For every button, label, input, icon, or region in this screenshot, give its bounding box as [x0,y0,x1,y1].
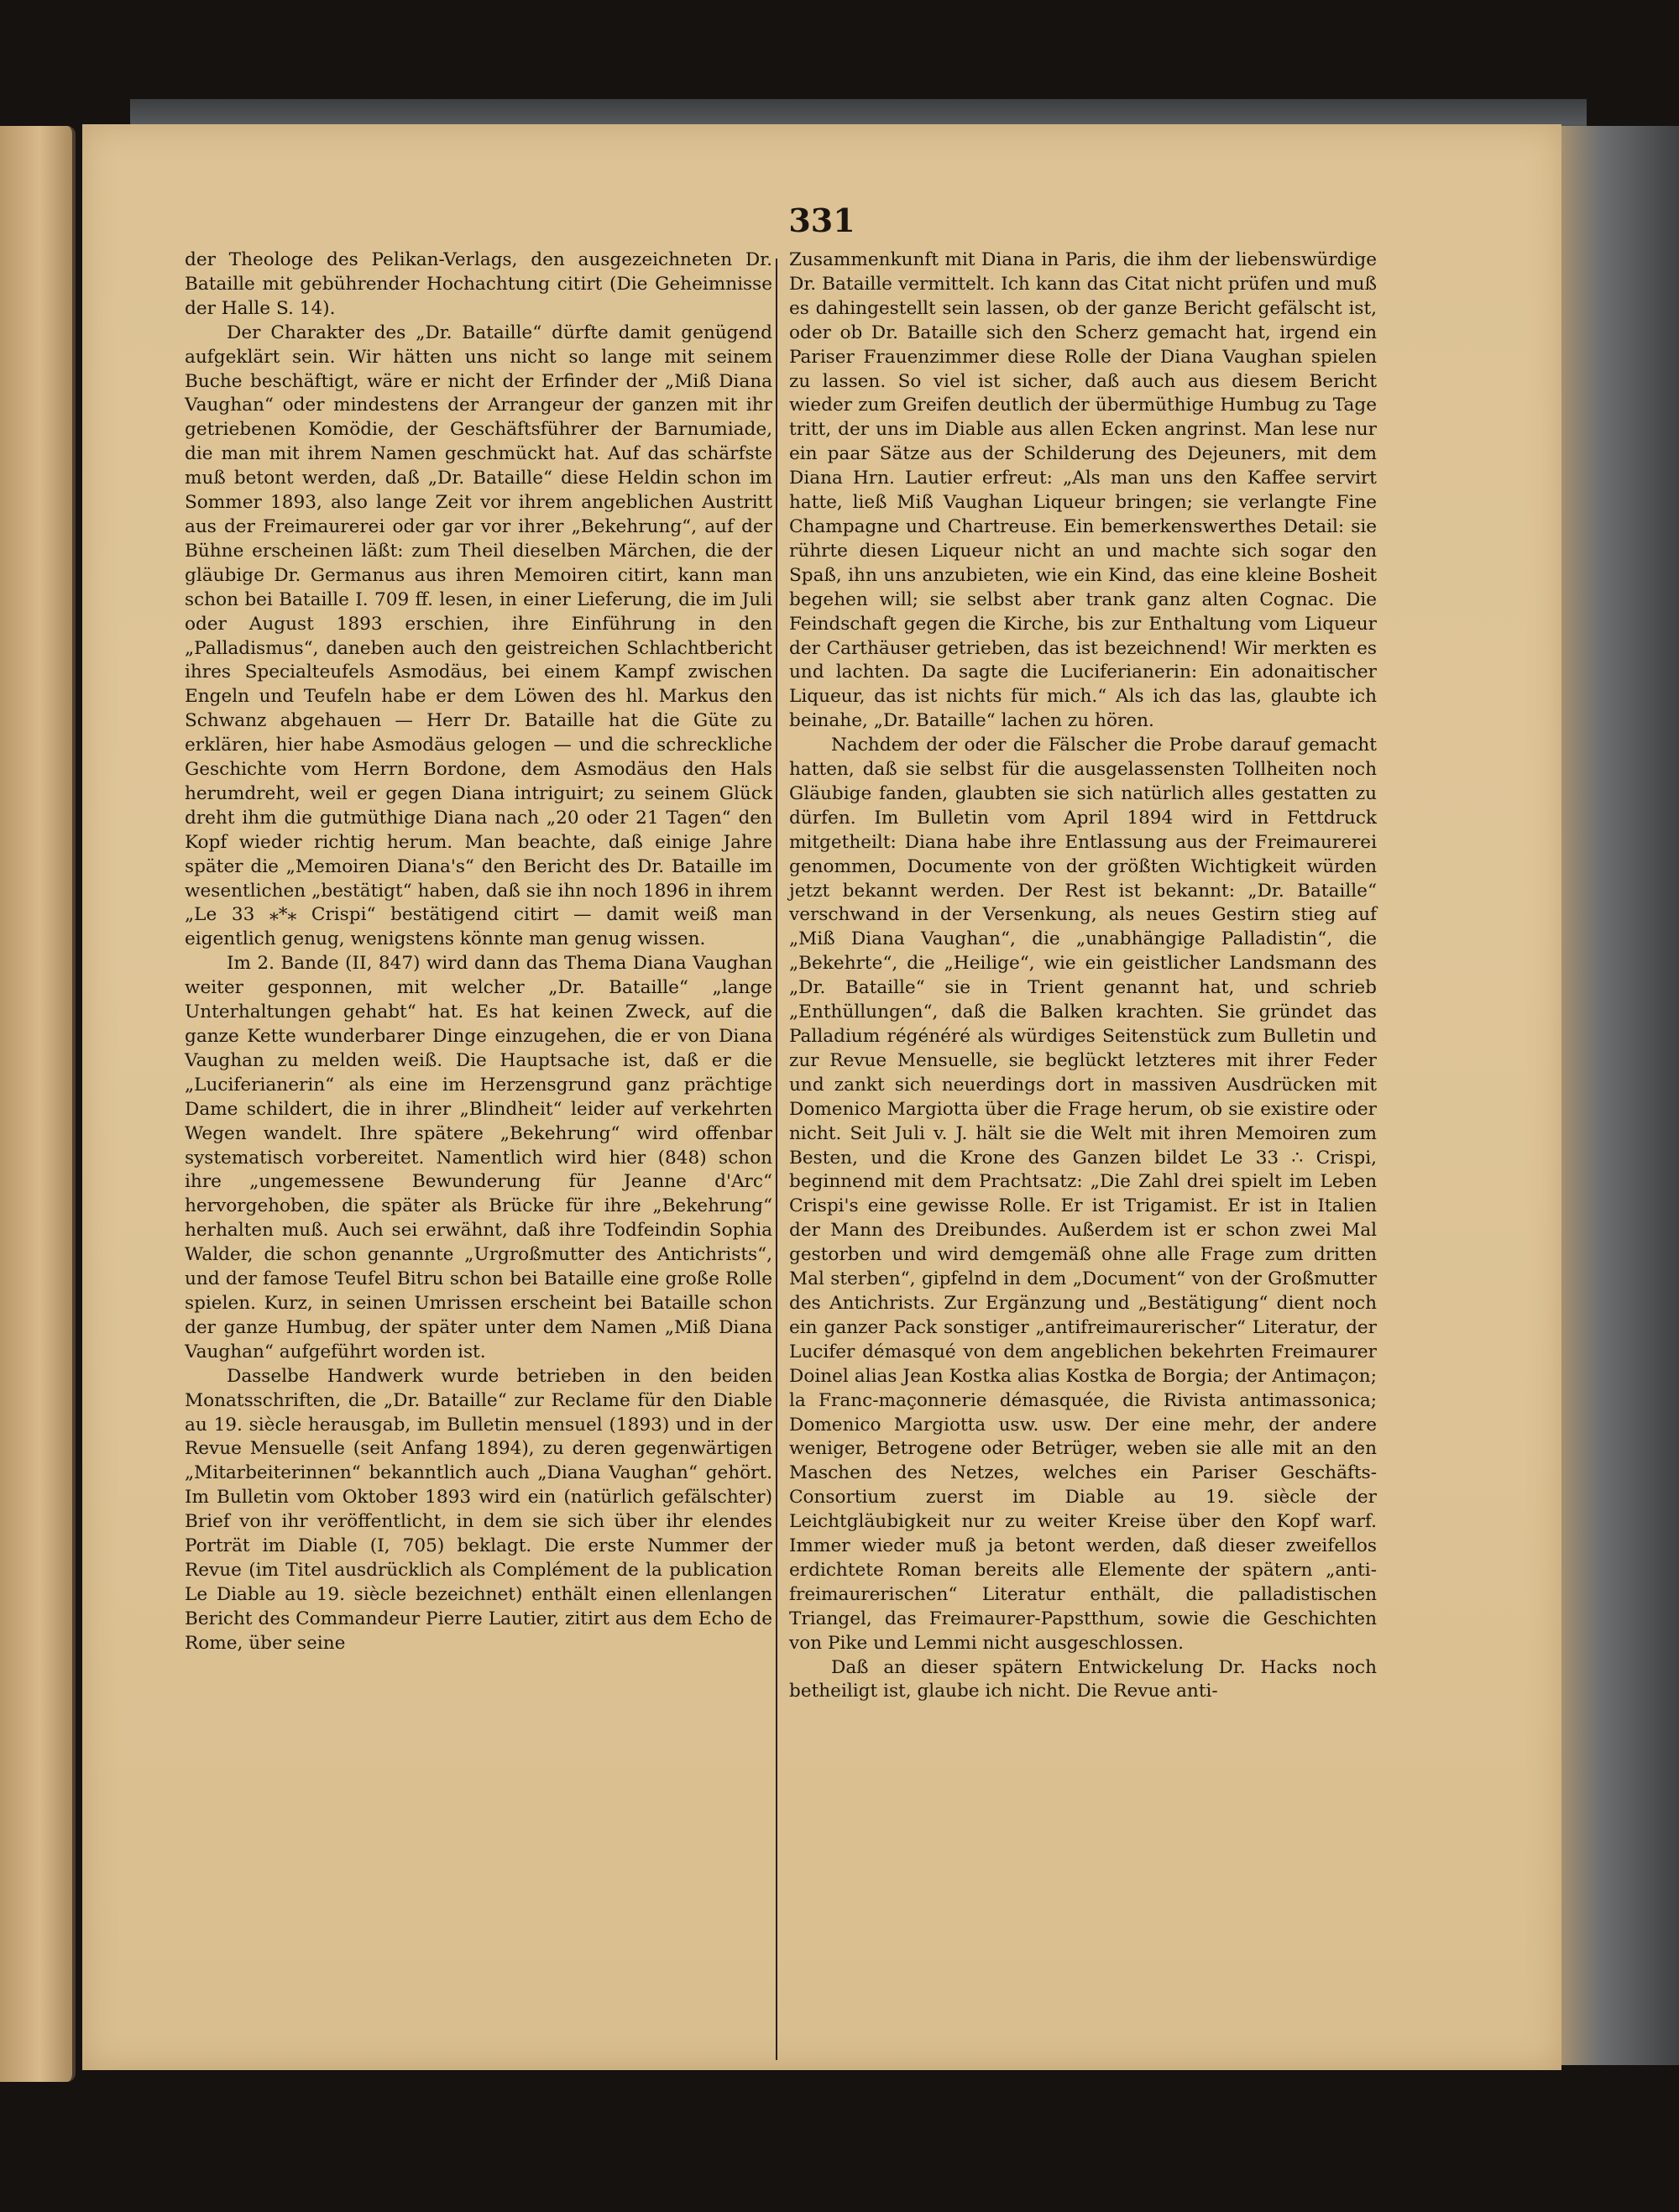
paragraph: Dasselbe Handwerk wurde betrieben in den beiden Monatsschriften, die „Dr. Bataille“ zur Reclame für den Diable au 19. siècle herausgab, im Bulletin mensuel (1893) und in der Revue Mensuelle (seit Anfang 1894), zu deren gegenwärtigen „Mitarbeiterinnen“ bekanntlich auch „Diana Vaughan“ gehört. Im Bulletin vom Oktober 1893 wird ein (natürlich gefälschter) Brief von ihr veröffentlicht, in dem sie sich über ihr elendes Porträt im Diable (I, 705) beklagt. Die erste Nummer der Revue (im Titel ausdrücklich als Complément de la publication Le Diable au 19. siècle bezeichnet) enthält einen ellenlangen Bericht des Commandeur Pierre Lautier, zitirt aus dem Echo de Rome, über seine [185,1365,772,1654]
page-number: 331 [788,201,855,239]
paragraph: Nachdem der oder die Fälscher die Probe darauf gemacht hatten, daß sie selbst für die ausgelassensten Tollheiten noch Gläubige fanden, glaubten sie sich natürlich alles gestatten zu dürfen. Im Bulletin vom April 1894 wird in Fettdruck mitgetheilt: Diana habe ihre Entlassung aus der Freimaurerei genommen, Documente von der größten Wichtigkeit würden jetzt bekannt werden. Der Rest ist bekannt: „Dr. Bataille“ verschwand in der Versenkung, als neues Gestirn stieg auf „Miß Diana Vaughan“, die „unabhängige Palladistin“, die „Bekehrte“, die „Heilige“, wie ein geistlicher Landsmann des „Dr. Bataille“ sie in Trient genannt hat, und schrieb „Enthüllungen“, daß die Balken krachten. Sie gründet das Palladium régénéré als würdiges Seitenstück zum Bulletin und zur Revue Mensuelle, sie beglückt letzteres mit ihrer Feder und zankt sich neuerdings dort in massiven Ausdrücken mit Domenico Margiotta über die Frage herum, ob sie existire oder nicht. Seit Juli v. J. hält sie die Welt mit ihren Memoiren zum Besten, und die Krone des Ganzen bildet Le 33 ∴ Crispi, beginnend mit dem Prachtsatz: „Die Zahl drei spielt im Leben Crispi's eine gewisse Rolle. Er ist Trigamist. Er ist in Italien der Mann des Dreibundes. Außerdem ist er schon zwei Mal gestorben und wird demgemäß ohne alle Frage zum dritten Mal sterben“, gipfelnd in dem „Document“ von der Großmutter des Antichrists. Zur Ergänzung und „Bestätigung“ dient noch ein ganzer Pack sonstiger „antifreimaurerischer“ Literatur, der Lucifer démasqué von dem angeblichen bekehrten Freimaurer Doinel alias Jean Kostka alias Kostka de Borgia; der Antimaçon; la Franc-maçonnerie démasquée, die Rivista antimassonica; Domenico Margiotta usw. usw. Der eine mehr, der andere weniger, Betrogene oder Betrüger, weben sie alle mit an den Maschen des Netzes, welches ein Pariser Geschäfts-Consortium zuerst im Diable au 19. siècle der Leichtgläubigkeit nur zu weiter Kreise über den Kopf warf. Immer wieder muß ja betont werden, daß dieser zweifellos erdichtete Roman bereits alle Elemente der spätern „anti-freimaurerischen“ Literatur enthält, die palladistischen Triangel, das Freimaurer-Papstthum, sowie die Geschichten von Pike und Lemmi nicht ausgeschlossen. [789,735,1377,1654]
column-divider [776,259,777,2060]
right-text-column [789,248,1377,1704]
paragraph: Zusammenkunft mit Diana in Paris, die ihm der liebenswürdige Dr. Bataille vermittelt. Ich kann das Citat nicht prüfen und muß es dahingestellt sein lassen, ob der ganze Bericht gefälscht ist, oder ob Dr. Bataille sich den Scherz gemacht hat, irgend ein Pariser Frauenzimmer diese Rolle der Diana Vaughan spielen zu lassen. So viel ist sicher, daß auch aus diesem Bericht wieder zum Greifen deutlich der übermüthige Humbug zu Tage tritt, der uns im Diable aus allen Ecken angrinst. Man lese nur ein paar Sätze aus der Schilderung des Dejeuners, mit dem Diana Hrn. Lautier erfreut: „Als man uns den Kaffee servirt hatte, ließ Miß Vaughan Liqueur bringen; sie verlangte Fine Champagne und Chartreuse. Ein bemerkenswerthes Detail: sie rührte diesen Liqueur nicht an und machte sich sogar den Spaß, ihn uns anzubieten, wie ein Kind, das eine kleine Bosheit begehen will; sie selbst aber trank ganz alten Cognac. Die Feindschaft gegen die Kirche, bis zur Enthaltung vom Liqueur der Carthäuser getrieben, das ist bezeichnend! Wir merkten es und lachten. Da sagte die Luciferianerin: Ein adonaitischer Liqueur, das ist nichts für mich.“ Als ich das las, glaubte ich beinahe, „Dr. Bataille“ lachen zu hören. [789,249,1377,732]
left-text-column [185,248,772,1656]
paragraph: Der Charakter des „Dr. Bataille“ dürfte damit genügend aufgeklärt sein. Wir hätten uns nicht so lange mit seinem Buche beschäftigt, wäre er nicht der Erfinder der „Miß Diana Vaughan“ oder mindestens der Arrangeur der ganzen mit ihr getriebenen Komödie, der Geschäftsführer der Barnumiade, die man mit ihrem Namen geschmückt hat. Auf das schärfste muß betont werden, daß „Dr. Bataille“ diese Heldin schon im Sommer 1893, also lange Zeit vor ihrem angeblichen Austritt aus der Freimaurerei oder gar vor ihrer „Bekehrung“, auf der Bühne erscheinen läßt: zum Theil dieselben Märchen, die der gläubige Dr. Germanus aus ihren Memoiren citirt, kann man schon bei Bataille I. 709 ff. lesen, in einer Lieferung, die im Juli oder August 1893 erschien, ihre Einführung in den „Palladismus“, daneben auch den geistreichen Schlachtbericht ihres Specialteufels Asmodäus, bei einem Kampf zwischen Engeln und Teufeln habe er dem Löwen des hl. Markus den Schwanz abgehauen — Herr Dr. Bataille hat die Güte zu erklären, hier habe Asmodäus gelogen — und die schreckliche Geschichte vom Herrn Bordone, dem Asmodäus den Hals herumdreht, weil er gegen Diana intriguirt; zu seinem Glück dreht ihm die gutmüthige Diana nach „20 oder 21 Tagen“ den Kopf wieder richtig herum. Man beachte, daß einige Jahre später die „Memoiren Diana's“ den Bericht des Dr. Bataille im wesentlichen „bestätigt“ haben, daß sie ihn noch 1896 in ihrem „Le 33 ⁎*⁎ Crispi“ bestätigend citirt — damit weiß man eigentlich genug, wenigstens könnte man genug wissen. [185,322,772,950]
adjacent-page-edge [0,126,76,2082]
paragraph: der Theologe des Pelikan-Verlags, den ausgezeichneten Dr. Bataille mit gebührender Hochachtung citirt (Die Geheimnisse der Halle S. 14). [185,249,772,319]
book-page [82,124,1561,2070]
book-cover-edge [1549,126,1679,2065]
paragraph: Im 2. Bande (II, 847) wird dann das Thema Diana Vaughan weiter gesponnen, mit welcher „Dr. Bataille“ „lange Unterhaltungen gehabt“ hat. Es hat keinen Zweck, auf die ganze Kette wunderbarer Dinge einzugehen, die er von Diana Vaughan zu melden weiß. Die Hauptsache ist, daß er die „Luciferianerin“ als eine im Herzensgrund ganz prächtige Dame schildert, die in ihrer „Blindheit“ leider auf verkehrten Wegen wandelt. Ihre spätere „Bekehrung“ wird offenbar systematisch vorbereitet. Namentlich wird hier (848) schon ihre „ungemessene Bewunderung für Jeanne d'Arc“ hervorgehoben, die später als Brücke für ihre „Bekehrung“ herhalten muß. Auch sei erwähnt, daß ihre Todfeindin Sophia Walder, die schon genannte „Urgroßmutter des Antichrists“, und der famose Teufel Bitru schon bei Bataille eine große Rolle spielen. Kurz, in seinen Umrissen erscheint bei Bataille schon der ganze Humbug, der später unter dem Namen „Miß Diana Vaughan“ aufgeführt worden ist. [185,953,772,1362]
paragraph: Daß an dieser spätern Entwickelung Dr. Hacks noch betheiligt ist, glaube ich nicht. Die Revue anti- [789,1656,1377,1702]
